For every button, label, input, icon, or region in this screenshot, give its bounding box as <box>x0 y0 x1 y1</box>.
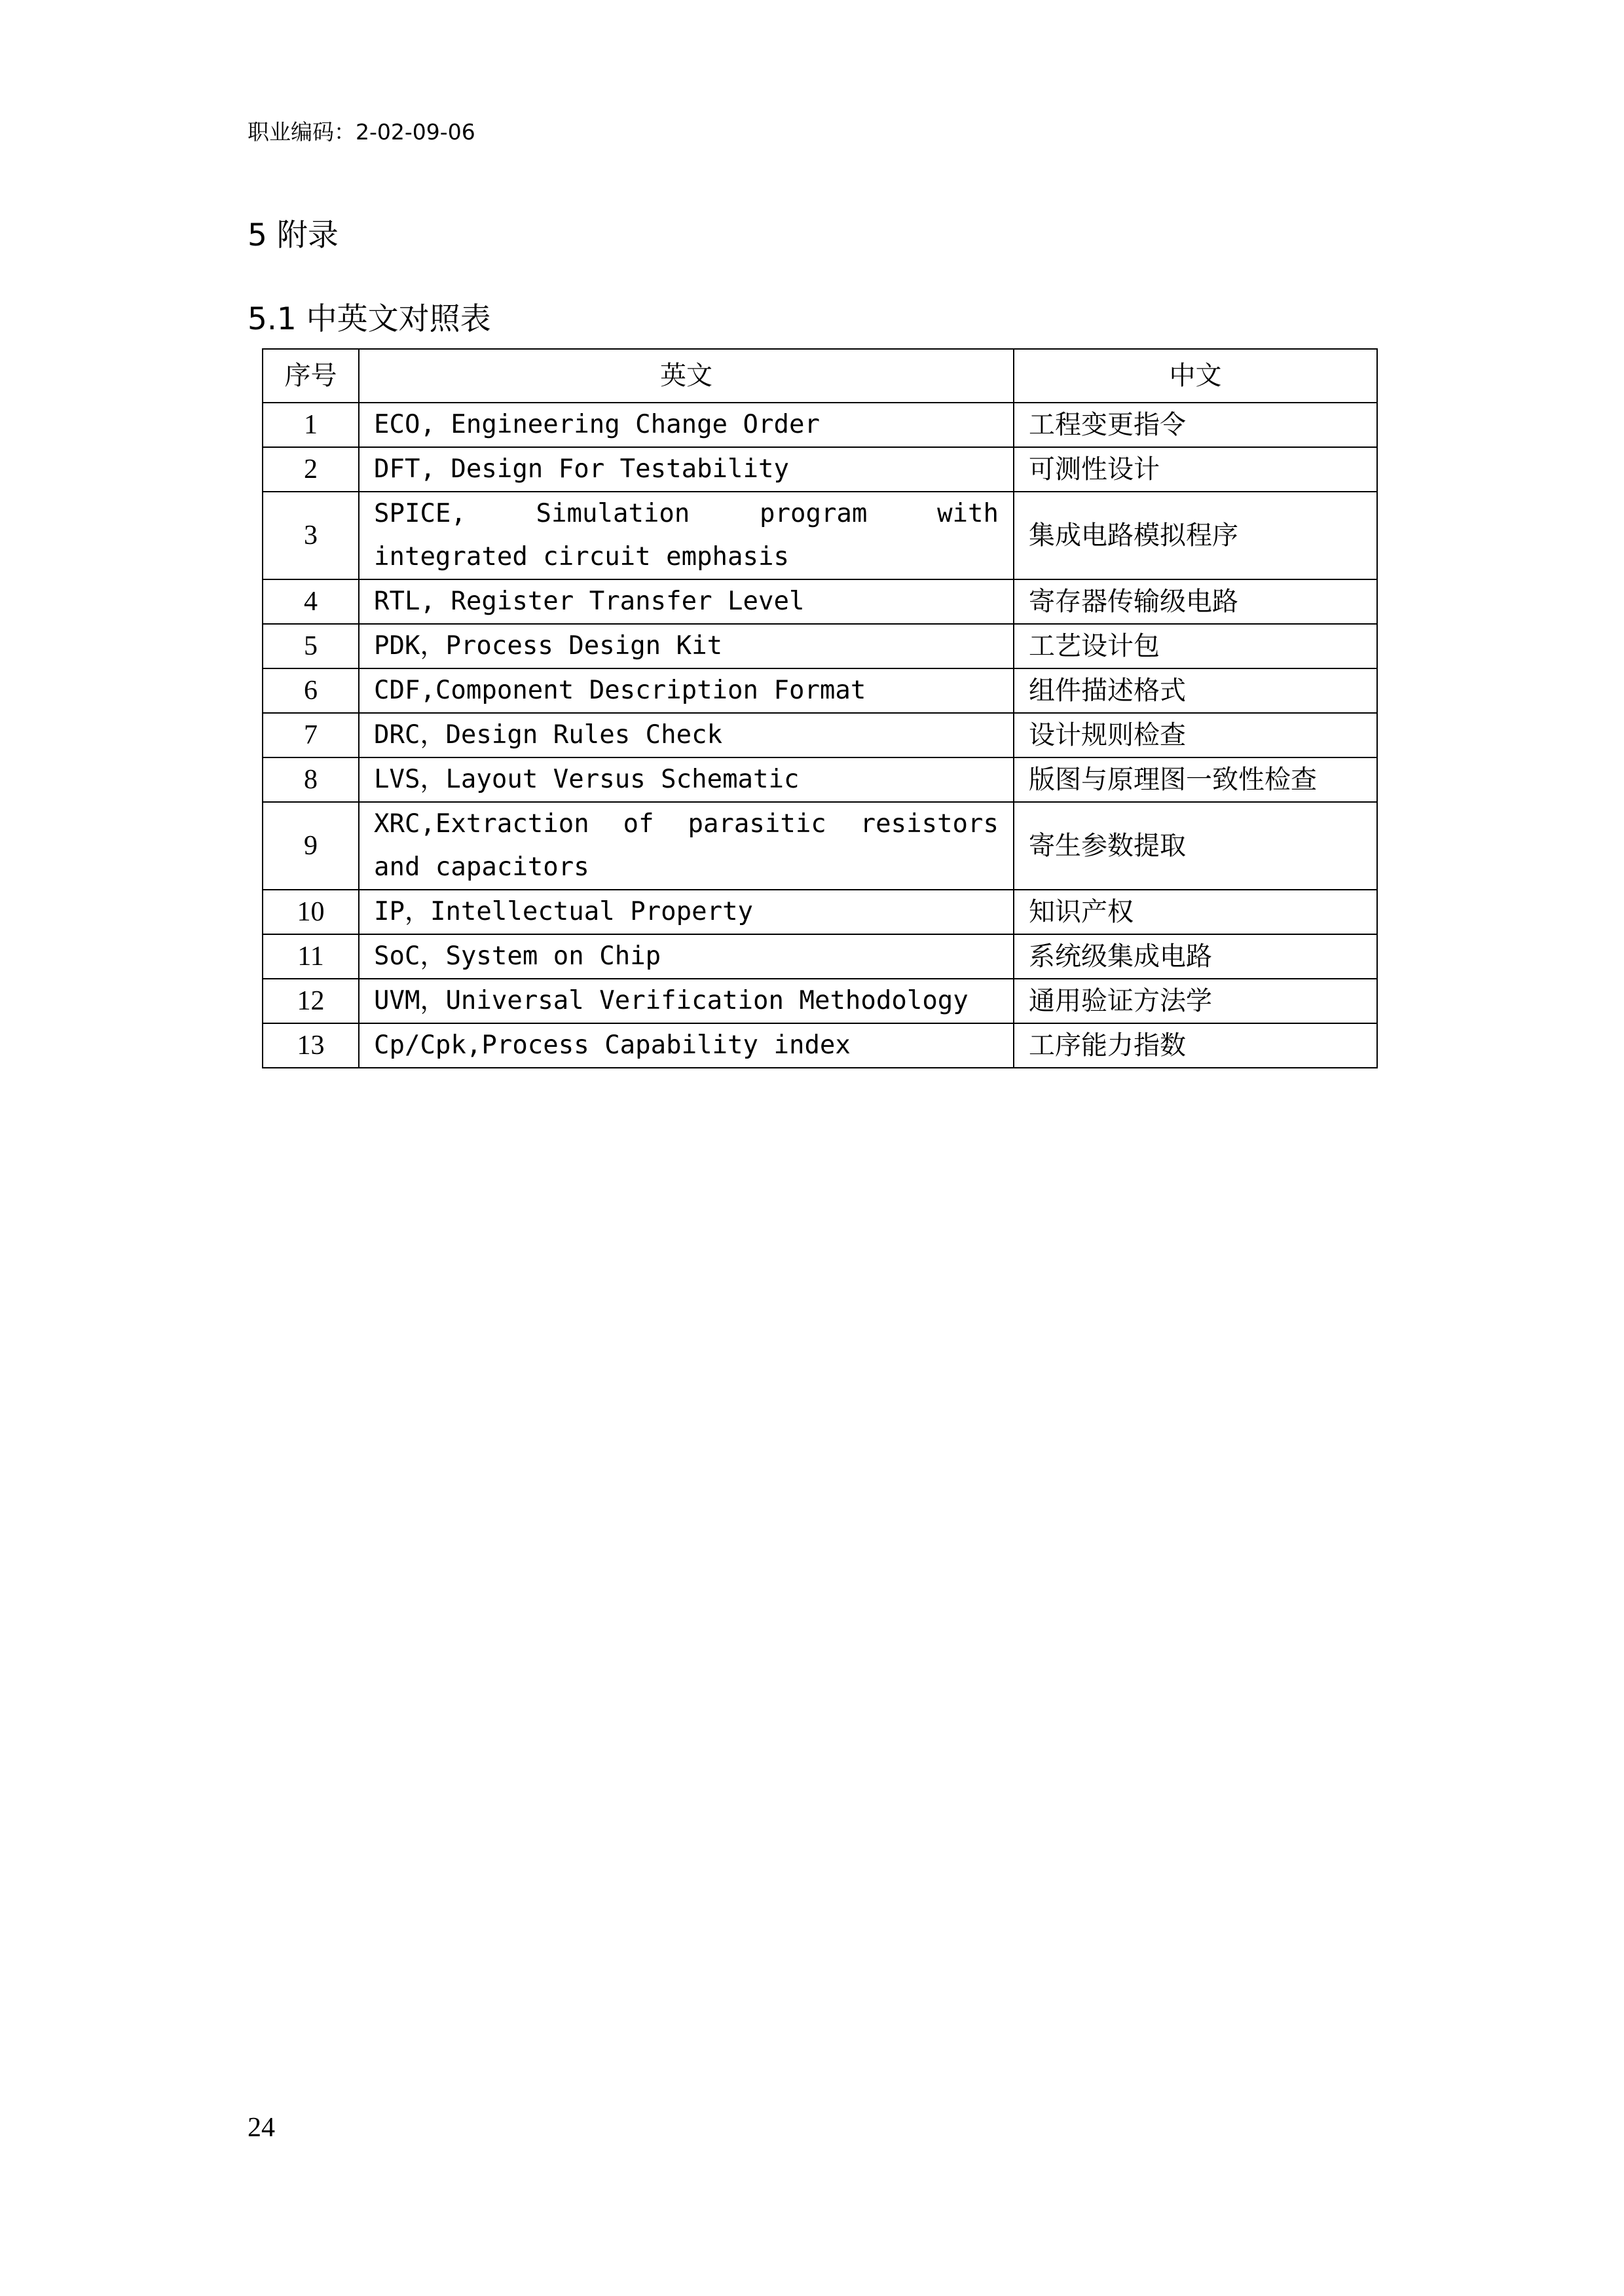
row-number: 1 <box>263 403 359 447</box>
table-row <box>263 668 1377 713</box>
row-number: 10 <box>263 890 359 934</box>
row-english: CDF,Component Description Format <box>359 668 1014 713</box>
glossary-table <box>262 348 1378 1068</box>
row-chinese: 通用验证方法学 <box>1014 979 1377 1023</box>
row-number: 8 <box>263 757 359 802</box>
table-row <box>263 890 1377 934</box>
table-row <box>263 934 1377 979</box>
table-row <box>263 492 1377 579</box>
row-chinese: 寄生参数提取 <box>1014 802 1377 890</box>
row-english: SoC，System on Chip <box>359 934 1014 979</box>
row-number: 7 <box>263 713 359 757</box>
table-row <box>263 579 1377 624</box>
table-row <box>263 624 1377 668</box>
row-english: XRC,Extraction of parasitic resistors and capacitors <box>359 802 1014 890</box>
table-row <box>263 979 1377 1023</box>
subsection-title: 5.1 中英文对照表 <box>248 301 491 337</box>
row-chinese: 工艺设计包 <box>1014 624 1377 668</box>
header-english: 英文 <box>359 349 1014 403</box>
row-chinese: 系统级集成电路 <box>1014 934 1377 979</box>
row-number: 12 <box>263 979 359 1023</box>
row-chinese: 知识产权 <box>1014 890 1377 934</box>
row-number: 9 <box>263 802 359 890</box>
occupation-code: 职业编码：2-02-09-06 <box>248 119 475 145</box>
row-number: 13 <box>263 1023 359 1068</box>
row-number: 3 <box>263 492 359 579</box>
row-chinese: 寄存器传输级电路 <box>1014 579 1377 624</box>
header-serial: 序号 <box>263 349 359 403</box>
row-number: 2 <box>263 447 359 492</box>
row-number: 4 <box>263 579 359 624</box>
row-english: LVS，Layout Versus Schematic <box>359 757 1014 802</box>
row-english: SPICE, Simulation program with integrated circuit emphasis <box>359 492 1014 579</box>
row-number: 6 <box>263 668 359 713</box>
row-english: PDK，Process Design Kit <box>359 624 1014 668</box>
table-row <box>263 802 1377 890</box>
row-english: Cp/Cpk,Process Capability index <box>359 1023 1014 1068</box>
header-chinese: 中文 <box>1014 349 1377 403</box>
page-number: 24 <box>248 2113 275 2143</box>
table-row <box>263 1023 1377 1068</box>
row-chinese: 可测性设计 <box>1014 447 1377 492</box>
section-title: 5 附录 <box>248 217 339 253</box>
row-chinese: 组件描述格式 <box>1014 668 1377 713</box>
row-english: DFT, Design For Testability <box>359 447 1014 492</box>
row-english: IP，Intellectual Property <box>359 890 1014 934</box>
row-chinese: 工程变更指令 <box>1014 403 1377 447</box>
row-english: DRC，Design Rules Check <box>359 713 1014 757</box>
table-row <box>263 447 1377 492</box>
table-row <box>263 713 1377 757</box>
row-english: ECO, Engineering Change Order <box>359 403 1014 447</box>
row-number: 11 <box>263 934 359 979</box>
row-english: UVM，Universal Verification Methodology <box>359 979 1014 1023</box>
row-chinese: 工序能力指数 <box>1014 1023 1377 1068</box>
row-number: 5 <box>263 624 359 668</box>
row-chinese: 设计规则检查 <box>1014 713 1377 757</box>
row-chinese: 集成电路模拟程序 <box>1014 492 1377 579</box>
table-row <box>263 403 1377 447</box>
table-header-row <box>263 349 1377 403</box>
row-english: RTL, Register Transfer Level <box>359 579 1014 624</box>
row-chinese: 版图与原理图一致性检查 <box>1014 757 1377 802</box>
table-row <box>263 757 1377 802</box>
